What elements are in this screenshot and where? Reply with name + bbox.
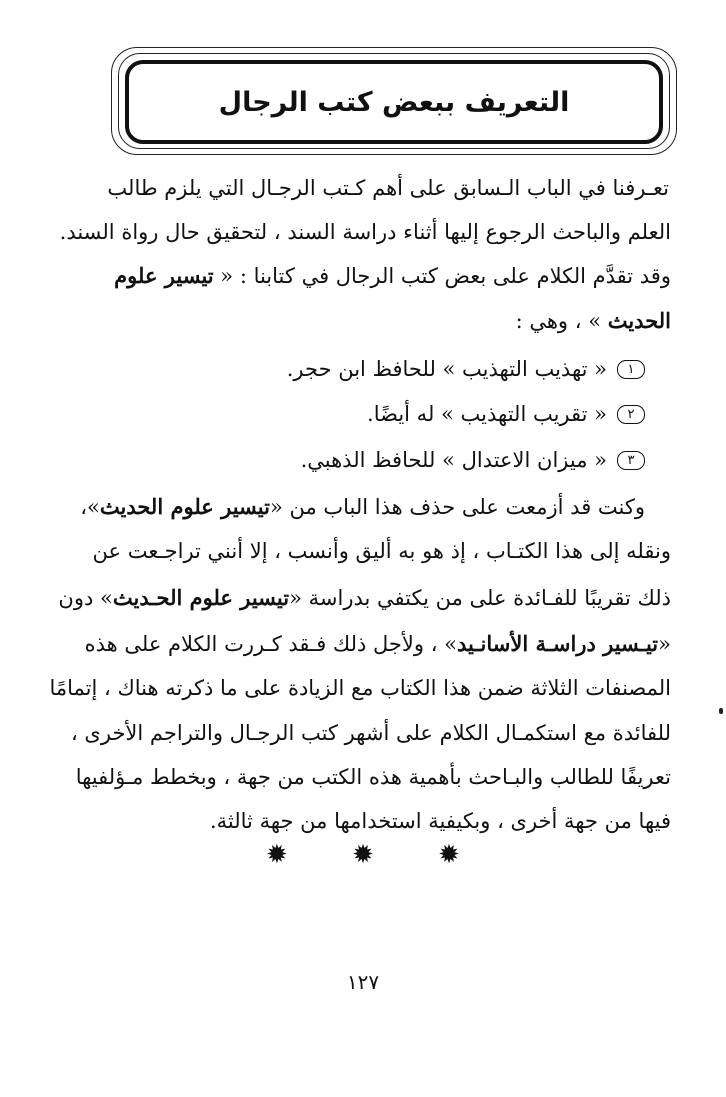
list-number-badge: ٢ (617, 405, 645, 424)
section-separator-stars: ✹ ✹ ✹ (266, 840, 488, 870)
list-item-text: « ميزان الاعتدال » للحافظ الذهبي. (300, 448, 607, 472)
body-text: « (658, 632, 671, 656)
list-number-badge: ٣ (617, 451, 645, 470)
page-number: ١٢٧ (346, 970, 380, 994)
paragraph-2-tail: » ، وهي : (515, 309, 608, 333)
title-frame (125, 60, 663, 144)
list-item-text: « تهذيب التهذيب » للحافظ ابن حجر. (286, 357, 607, 381)
book-title-bold-cont: الحديث (607, 308, 671, 333)
body-text: ذلك تقريبًا للفـائدة على من يكتفي بدراسة « (289, 586, 671, 610)
body-text: » ، ولأجل ذلك فـقد كـررت الكلام على هذه (84, 632, 458, 656)
book-title-bold: تيسير علوم (114, 263, 214, 288)
book-title-bold: تيـسير دراسـة الأسانـيد (457, 631, 659, 656)
paragraph-2-line-1 (114, 265, 671, 287)
paragraph-2-text: وقد تقدَّم الكلام على بعض كتب الرجال في كتابنا : « (213, 264, 671, 288)
margin-mark (719, 708, 723, 714)
body-line-6: للفائدة مع استكمـال الكلام على أشهر كتب الرجـال والتراجم الأخرى ، (70, 721, 671, 745)
body-line-1 (80, 496, 645, 518)
paragraph-2-line-2 (516, 310, 671, 332)
paragraph-1-line-2: العلم والباحث الرجوع إليها أثناء دراسة السند ، لتحقيق حال رواة السند. (59, 220, 671, 244)
body-text: وكنت قد أزمعت على حذف هذا الباب من « (269, 495, 645, 519)
book-title-bold: تيسير علوم الحـديث (112, 585, 290, 610)
body-line-7: تعريفًا للطالب والبـاحث بأهمية هذه الكتب من جهة ، وبخطط مـؤلفيها (75, 765, 671, 789)
body-line-2: ونقله إلى هذا الكتـاب ، إذ هو به أليق وأنسب ، إلا أنني تراجـعت عن (92, 539, 671, 563)
body-line-8: فيها من جهة أخرى ، وبكيفية استخدامها من جهة ثالثة. (209, 809, 671, 833)
body-line-4 (85, 633, 671, 655)
list-number-badge: ١ (617, 360, 645, 379)
body-text: »، (80, 495, 100, 519)
book-title-bold: تيسير علوم الحديث (99, 494, 270, 519)
body-line-5: المصنفات الثلاثة ضمن هذا الكتاب مع الزيادة على ما ذكرته هناك ، إتمامًا (49, 676, 671, 700)
paragraph-1-line-1: تعـرفنا في الباب الـسابق على أهم كـتب الرجـال التي يلزم طالب (107, 176, 669, 200)
list-item-2 (367, 402, 645, 426)
chapter-title: التعريف ببعض كتب الرجال (218, 86, 570, 118)
list-item-text: « تقريب التهذيب » له أيضًا. (367, 402, 607, 426)
body-line-3 (58, 587, 671, 609)
list-item-3 (301, 448, 645, 472)
list-item-1 (287, 357, 645, 381)
body-text: » دون (58, 586, 113, 610)
